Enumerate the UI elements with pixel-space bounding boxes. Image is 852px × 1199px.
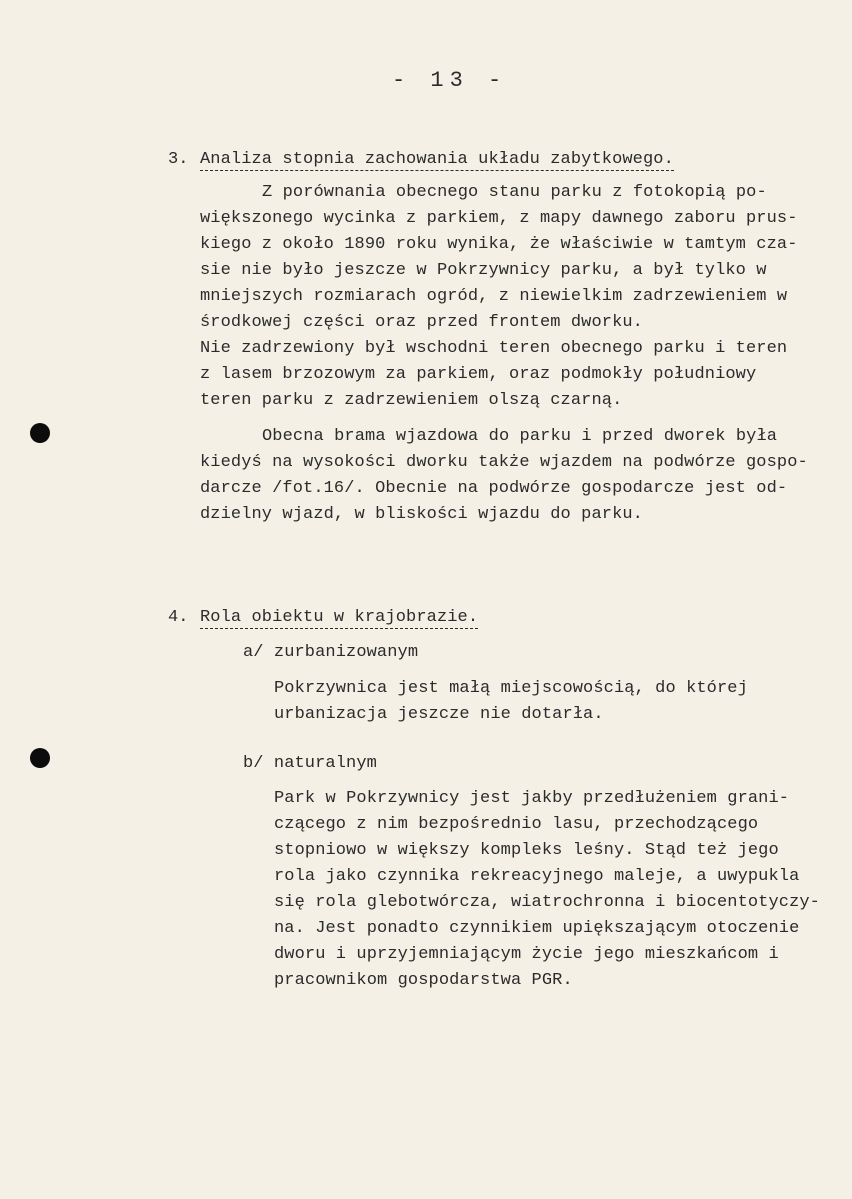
paragraph-line: z lasem brzozowym za parkiem, oraz podmokły południowy [200, 365, 757, 384]
section-4-title: Rola obiektu w krajobrazie. [200, 608, 479, 627]
paragraph-line: Z porównania obecnego stanu parku z fotokopią po- [262, 183, 767, 202]
paragraph-line: czącego z nim bezpośrednio lasu, przechodzącego [274, 815, 759, 834]
paragraph-line: pracownikom gospodarstwa PGR. [274, 971, 573, 990]
paragraph-line: teren parku z zadrzewieniem olszą czarną. [200, 391, 623, 410]
paragraph-line: darcze /fot.16/. Obecnie na podwórze gospodarcze jest od- [200, 479, 788, 498]
punch-hole [30, 423, 50, 443]
section-4-number: 4. [168, 608, 189, 627]
paragraph-line: Obecna brama wjazdowa do parku i przed dworek była [262, 427, 778, 446]
paragraph-line: Pokrzywnica jest małą miejscowością, do której [274, 679, 748, 698]
paragraph-line: Nie zadrzewiony był wschodni teren obecnego parku i teren [200, 339, 788, 358]
paragraph-line: sie nie było jeszcze w Pokrzywnicy parku, a był tylko w [200, 261, 767, 280]
paragraph-line: kiego z około 1890 roku wynika, że właściwie w tamtym cza- [200, 235, 798, 254]
paragraph-line: na. Jest ponadto czynnikiem upiększającym otoczenie [274, 919, 800, 938]
paragraph-line: dworu i uprzyjemniającym życie jego mieszkańcom i [274, 945, 779, 964]
paragraph-line: dzielny wjazd, w bliskości wjazdu do parku. [200, 505, 643, 524]
paragraph-line: środkowej części oraz przed frontem dworku. [200, 313, 643, 332]
paragraph-line: rola jako czynnika rekreacyjnego maleje, a uwypukla [274, 867, 800, 886]
paragraph-line: mniejszych rozmiarach ogród, z niewielkim zadrzewieniem w [200, 287, 788, 306]
paragraph-line: stopniowo w większy kompleks leśny. Stąd też jego [274, 841, 779, 860]
paragraph-line: się rola glebotwórcza, wiatrochronna i biocentotyczy- [274, 893, 820, 912]
punch-hole [30, 748, 50, 768]
page-number: - 13 - [392, 68, 508, 93]
subsection-a-label: a/ zurbanizowanym [243, 643, 419, 662]
subsection-b-label: b/ naturalnym [243, 754, 377, 773]
paragraph-line: urbanizacja jeszcze nie dotarła. [274, 705, 604, 724]
paragraph-line: większonego wycinka z parkiem, z mapy dawnego zaboru prus- [200, 209, 798, 228]
section-3-number: 3. [168, 150, 189, 169]
paragraph-line: Park w Pokrzywnicy jest jakby przedłużeniem grani- [274, 789, 790, 808]
paragraph-line: kiedyś na wysokości dworku także wjazdem na podwórze gospo- [200, 453, 808, 472]
section-3-title: Analiza stopnia zachowania układu zabytkowego. [200, 150, 674, 169]
